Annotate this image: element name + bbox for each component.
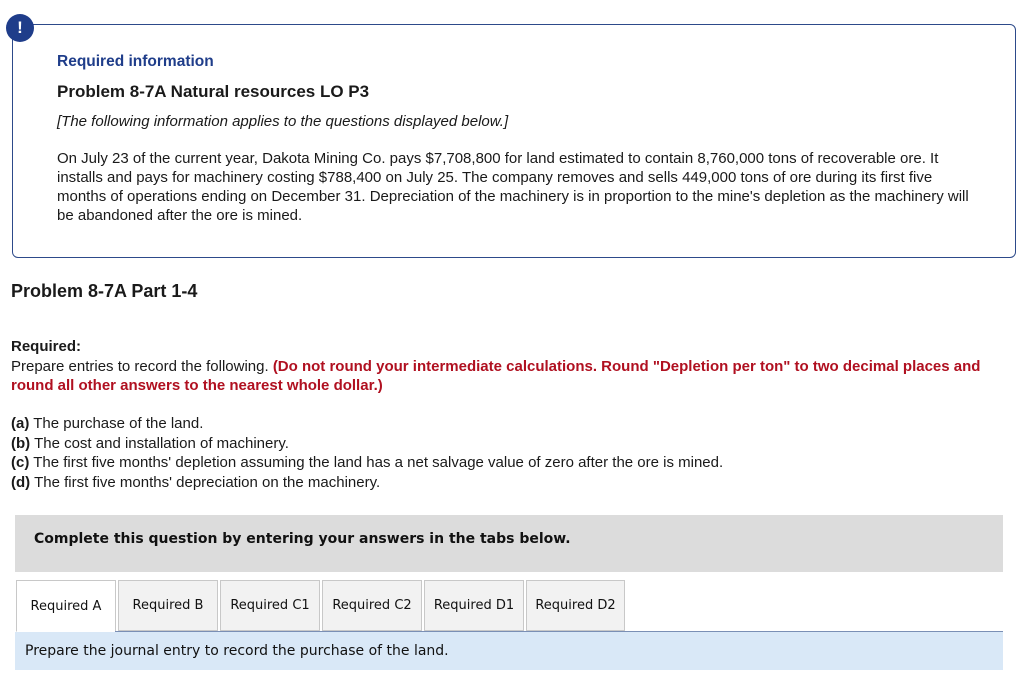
tab-required-b[interactable]: Required B bbox=[118, 580, 218, 631]
item-text: The purchase of the land. bbox=[33, 415, 204, 432]
complete-question-banner bbox=[15, 515, 1003, 572]
tab-instruction-text: Prepare the journal entry to record the purchase of the land. bbox=[25, 643, 449, 659]
list-item bbox=[11, 414, 1001, 434]
required-items-list bbox=[11, 414, 1001, 492]
tab-required-c1[interactable]: Required C1 bbox=[220, 580, 320, 631]
problem-title: Problem 8-7A Natural resources LO P3 bbox=[57, 82, 370, 101]
tab-required-d2[interactable]: Required D2 bbox=[526, 580, 625, 631]
item-text: The first five months' depreciation on the machinery. bbox=[34, 473, 381, 491]
item-letter: (a) bbox=[11, 415, 30, 432]
rounding-instructions: (Do not round your intermediate calculations. Round "Depletion per ton" to two decimal places and round all other answers to the nearest whole dollar.) bbox=[11, 357, 981, 394]
required-intro: Prepare entries to record the following. bbox=[11, 357, 269, 375]
tab-required-c2[interactable]: Required C2 bbox=[322, 580, 422, 631]
list-item bbox=[11, 453, 1001, 473]
tab-instruction-bar bbox=[15, 632, 1003, 670]
applies-note: [The following information applies to the questions displayed below.] bbox=[57, 113, 509, 130]
list-item bbox=[11, 434, 1001, 454]
tab-required-d1[interactable]: Required D1 bbox=[424, 580, 524, 631]
item-letter: (c) bbox=[11, 454, 30, 471]
scenario-text: On July 23 of the current year, Dakota Mining Co. pays $7,708,800 for land estimated to contain 8,760,000 tons of recoverable ore. It installs and pays for machinery costing $788,400 on July 25. The company removes and sells 449,000 tons of ore during its first five months of operations ending on December 31. Depreciation of the machinery is in proportion to the mine's depletion as the machinery will be abandoned after the ore is mined. bbox=[57, 150, 969, 224]
item-letter: (b) bbox=[11, 434, 31, 452]
item-text: The first five months' depletion assuming the land has a net salvage value of zero after the ore is mined. bbox=[33, 454, 724, 471]
required-information-heading: Required information bbox=[57, 53, 214, 70]
required-instructions bbox=[11, 337, 1001, 396]
required-label: Required: bbox=[11, 338, 82, 355]
list-item bbox=[11, 473, 1001, 493]
tab-required-a[interactable]: Required A bbox=[16, 580, 116, 632]
complete-question-text: Complete this question by entering your answers in the tabs below. bbox=[34, 531, 571, 547]
item-text: The cost and installation of machinery. bbox=[34, 434, 289, 452]
required-information-box bbox=[12, 24, 1016, 258]
alert-exclamation-icon: ! bbox=[6, 14, 34, 42]
part-title: Problem 8-7A Part 1-4 bbox=[11, 281, 198, 301]
item-letter: (d) bbox=[11, 473, 31, 491]
